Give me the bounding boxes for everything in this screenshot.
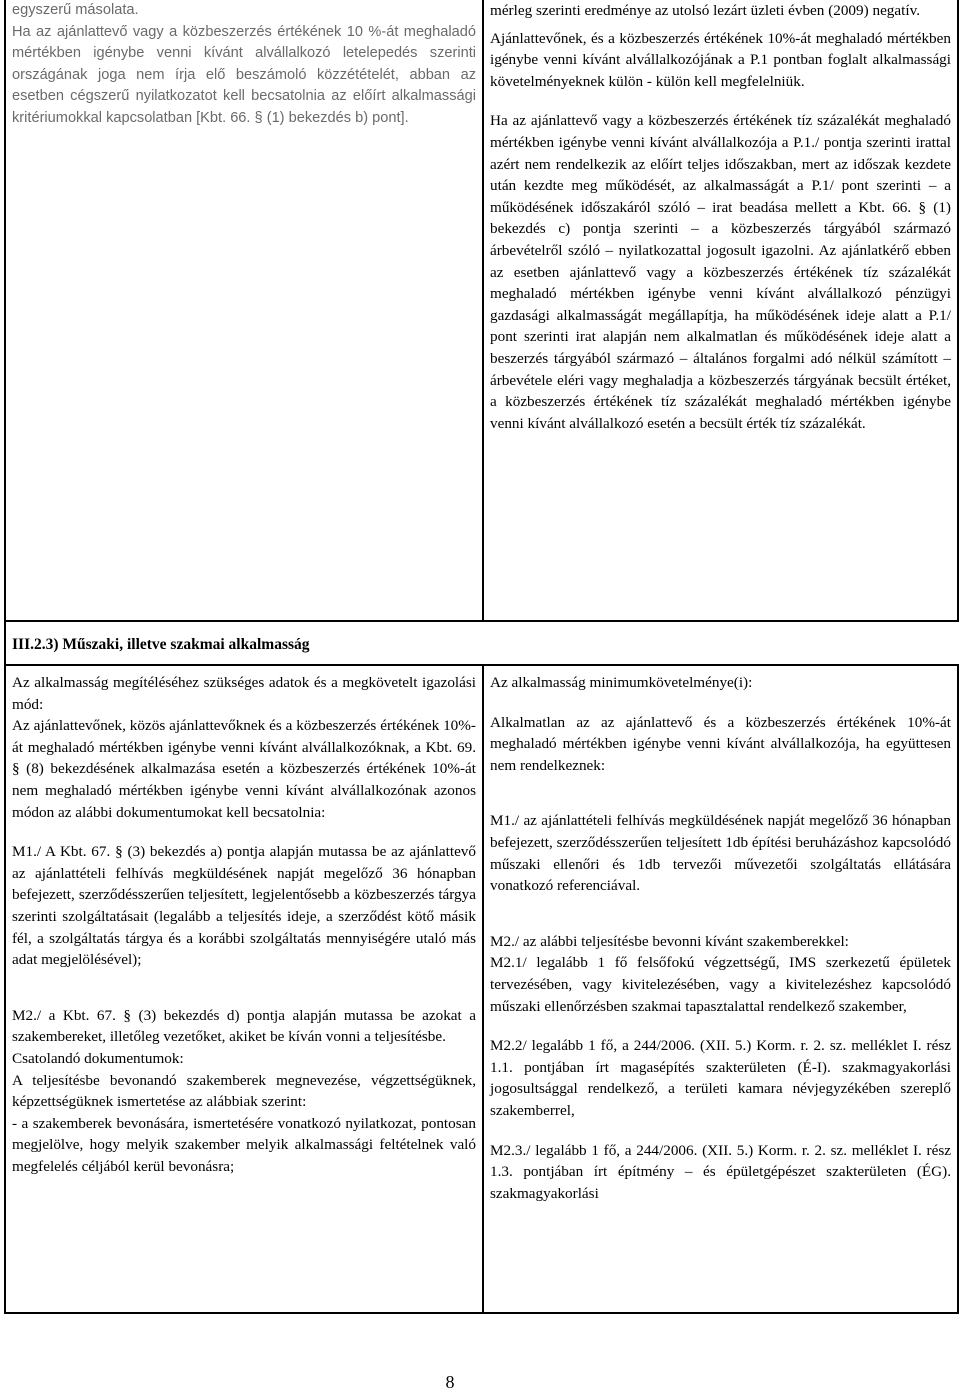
table-row — [5, 621, 958, 665]
document-page — [4, 0, 957, 1314]
bottom-right-cell — [483, 665, 958, 1313]
section-title: III.2.3) Műszaki, illetve szakmai alkalmasság — [12, 636, 310, 653]
top-left-paragraph: Ha az ajánlattevő vagy a közbeszerzés értékének 10 %-át meghaladó mértékben igénybe venni kívánt alvállalkozó letelepedés szerinti országának joga nem írja elő beszámoló közzétételét, abban az esetben cégszerű nyilatkozatot kell becsatolnia az előírt alkalmassági kritériumokkal kapcsolatban [Kbt. 66. § (1) bekezdés b) pont]. — [12, 23, 476, 126]
bottom-left-attach-label: Csatolandó dokumentumok: — [12, 1049, 184, 1067]
top-left-cell — [5, 0, 483, 621]
bottom-right-m2: M2./ az alábbi teljesítésbe bevonni kívánt szakemberekkel: — [490, 932, 849, 950]
bottom-right-m1: M1./ az ajánlattételi felhívás megküldésének napját megelőző 36 hónapban befejezett, szerződésszerűen teljesített 1db építési beruházáshoz kapcsolódó műszaki ellenőri és 1db tervezői művezetői szolgáltatás ellátására vonatkozó referenciával. — [490, 812, 951, 895]
top-right-paragraph-3: Ha az ajánlattevő vagy a közbeszerzés értékének tíz százalékát meghaladó mértékben igénybe venni kívánt alvállalkozója a P.1./ pontja szerinti irattal azért nem rendelkezik az előírt teljes időszakban, mert az időszak kezdete után kezdte meg működését, az alkalmasságát a P.1/ pont szerinti – a működésének időszakáról szóló – irat beadása mellett a Kbt. 66. § (1) bekezdés c) pontja szerinti – a közbeszerzés tárgyából származó árbevételről szóló – nyilatkozattal jogosult igazolni. Az ajánlatkérő ebben az esetben ajánlattevő vagy a közbeszerzés értékének tíz százalékát meghaladó mértékben igénybe venni kívánt alvállalkozó pénzügyi gazdasági alkalmasságát megállapítja, ha működésének ideje alatt a P.1/ pont szerinti irat alapján nem alkalmatlan és működésének ideje alatt a beszerzés tárgyából származó – általános forgalmi adó nélkül számított – árbevétele eléri vagy meghaladja a közbeszerzés tárgyának becsült értéket, a közbeszerzés értékének tíz százalékát meghaladó mértékben igénybe venni kívánt alvállalkozó esetén a becsült érték tíz százalékát. — [490, 112, 951, 432]
bottom-left-paragraph-1: Az alkalmasság megítéléséhez szükséges adatok és a megkövetelt igazolási mód: — [12, 674, 476, 713]
bottom-right-paragraph-2: Alkalmatlan az az ajánlattevő és a közbeszerzés értékének 10%-át meghaladó mértékben igénybe venni kívánt alvállalkozója, ha együttesen nem rendelkeznek: — [490, 713, 951, 774]
page-number: 8 — [445, 1372, 455, 1392]
table-row — [5, 0, 958, 621]
bottom-right-m23: M2.3./ legalább 1 fő, a 244/2006. (XII. 5.) Korm. r. 2. sz. melléklet I. rész 1.3. pontjában írt építmény – és épületgépészet szakterületen (ÉG). szakmagyakorlási — [490, 1141, 951, 1202]
top-right-cell — [483, 0, 958, 621]
bottom-left-m1: M1./ A Kbt. 67. § (3) bekezdés a) pontja alapján mutassa be az ajánlattevő az ajánlattételi felhívás megküldésének napját megelőző 36 hónapban befejezett, szerződésszerűen teljesített, legjelentősebb a közbeszerzés tárgya szerinti szolgáltatásait (legalább a teljesítés ideje, a szerződést kötő másik fél, a szolgáltatás tárgya és a korábbi szolgáltatás mennyiségére utaló más adat megjelölésével); — [12, 843, 476, 969]
bottom-left-m2: M2./ a Kbt. 67. § (3) bekezdés d) pontja alapján mutassa be azokat a szakembereket, illetőleg vezetőket, akiket be kíván vonni a teljesítésbe. — [12, 1006, 476, 1046]
bottom-right-m22: M2.2/ legalább 1 fő, a 244/2006. (XII. 5.) Korm. r. 2. sz. melléklet I. rész 1.1. pontjában írt magasépítés szakterületen (É-I). szakmagyakorlási jogosultsággal rendelkező, a területi kamara névjegyzékében szereplő szakemberrel, — [490, 1037, 951, 1119]
section-title-cell — [5, 621, 958, 665]
bottom-left-attach-item: - a szakemberek bevonására, ismertetésére vonatkozó nyilatkozat, pontosan megjelölve, hogy melyik szakember melyik alkalmassági feltételnek való megfelelés céljából kerül bevonásra; — [12, 1114, 476, 1175]
bottom-left-cell — [5, 665, 483, 1313]
top-right-paragraph-1: mérleg szerinti eredménye az utolsó lezárt üzleti évben (2009) negatív. — [490, 2, 920, 19]
top-right-paragraph-2: Ajánlattevőnek, és a közbeszerzés értékének 10%-át meghaladó mértékben igénybe venni kívánt alvállalkozójának a P.1 pontban foglalt alkalmassági követelményeknek külön - külön kell megfelelniük. — [490, 29, 951, 90]
bottom-left-attach-paragraph: A teljesítésbe bevonandó szakemberek megnevezése, végzettségüknek, képzettségüknek ismertetése az alábbiak szerint: — [12, 1071, 476, 1111]
table-row — [5, 665, 958, 1313]
bottom-right-paragraph-1: Az alkalmasság minimumkövetelménye(i): — [490, 674, 753, 691]
bottom-left-paragraph-2: Az ajánlattevőnek, közös ajánlattevőknek és a közbeszerzés értékének 10%-át meghaladó mértékben igénybe venni kívánt alvállalkozóknak, a Kbt. 69. § (8) bekezdésének alkalmazása esetén a közbeszerzés értékének 10%-át nem meghaladó mértékben igénybe venni kívánt alvállalkozónak azonos módon az alábbi dokumentumokat kell becsatolnia: — [12, 717, 476, 821]
top-left-line-1: egyszerű másolata. — [12, 2, 139, 18]
bottom-right-m21: M2.1/ legalább 1 fő felsőfokú végzettségű, IMS szerkezetű épületek tervezésében, vagy kivitelezésében, vagy a kivitelezéshez kapcsolódó műszaki ellenőrzésben szakmai tapasztalattal rendelkező szakember, — [490, 954, 951, 1015]
procurement-table — [4, 0, 959, 1314]
